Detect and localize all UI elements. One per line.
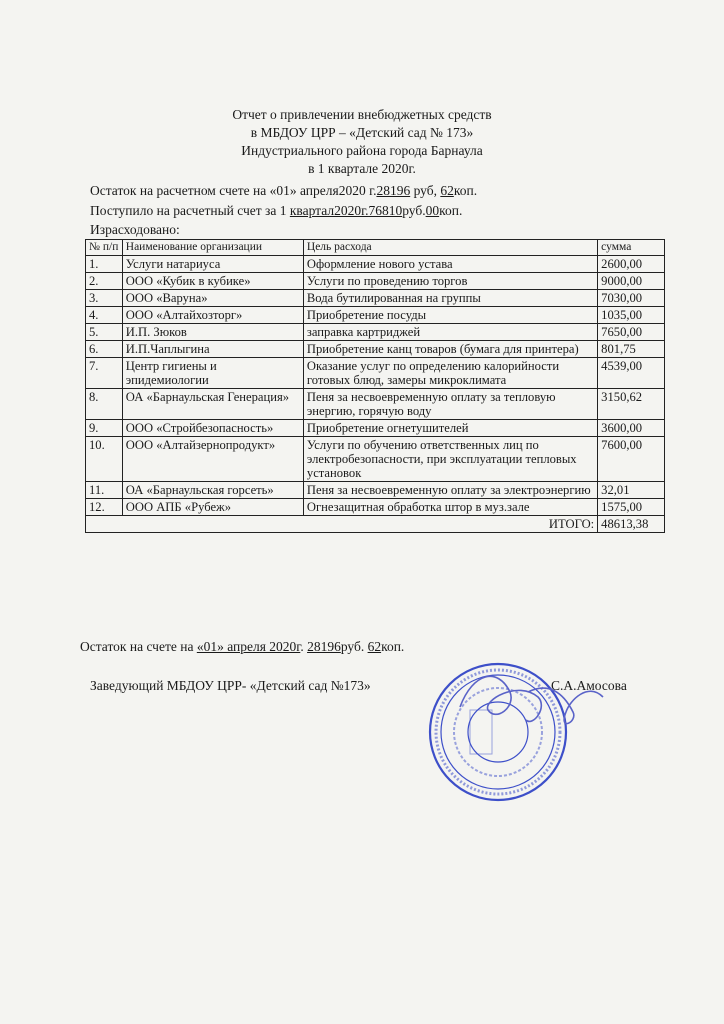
row-organization: ООО «Варуна» [122, 290, 303, 307]
title-line-2: в МБДОУ ЦРР – «Детский сад № 173» [250, 125, 474, 140]
total-label: ИТОГО: [86, 516, 598, 533]
row-organization: И.П. Зюков [122, 324, 303, 341]
row-sum: 2600,00 [598, 256, 665, 273]
row-sum: 7650,00 [598, 324, 665, 341]
expenses-table [85, 239, 665, 533]
row-organization: ОА «Барнаульская Генерация» [122, 389, 303, 420]
total-row [86, 516, 665, 533]
row-sum: 7600,00 [598, 437, 665, 482]
table-row [86, 290, 665, 307]
row-number: 3. [86, 290, 123, 307]
header-organization: Наименование организации [122, 240, 303, 256]
row-number: 11. [86, 482, 123, 499]
row-sum: 4539,00 [598, 358, 665, 389]
row-number: 9. [86, 420, 123, 437]
row-sum: 801,75 [598, 341, 665, 358]
row-sum: 3150,62 [598, 389, 665, 420]
row-purpose: заправка картриджей [303, 324, 597, 341]
row-organization: ОА «Барнаульская горсеть» [122, 482, 303, 499]
row-number: 12. [86, 499, 123, 516]
table-row [86, 482, 665, 499]
row-number: 1. [86, 256, 123, 273]
signature-name: С.А.Амосова [551, 678, 627, 693]
income-rub: 76810 [368, 203, 403, 218]
title-line-3: Индустриального района города Барнаула [241, 143, 483, 158]
income-line: Поступило на расчетный счет за 1 квартал2020г.76810руб.00коп. [90, 203, 463, 218]
row-purpose: Огнезащитная обработка штор в муз.зале [303, 499, 597, 516]
row-organization: ООО «Стройбезопасность» [122, 420, 303, 437]
signature-position: Заведующий МБДОУ ЦРР- «Детский сад №173» [90, 678, 371, 693]
row-sum: 1575,00 [598, 499, 665, 516]
row-purpose: Пеня за несвоевременную оплату за электроэнергию [303, 482, 597, 499]
row-purpose: Услуги по обучению ответственных лиц по электробезопасности, при эксплуатации тепловых установок [303, 437, 597, 482]
header-number: № п/п [86, 240, 123, 256]
table-row [86, 358, 665, 389]
table-row [86, 341, 665, 358]
row-number: 2. [86, 273, 123, 290]
row-number: 7. [86, 358, 123, 389]
table-row [86, 324, 665, 341]
balance-start-kop: 62 [440, 183, 454, 198]
title-line-1: Отчет о привлечении внебюджетных средств [232, 107, 492, 122]
row-number: 6. [86, 341, 123, 358]
table-row [86, 437, 665, 482]
balance-end-date: «01» апреля 2020г [196, 639, 301, 654]
row-purpose: Приобретение огнетушителей [303, 420, 597, 437]
balance-end-rub: 28196 [307, 639, 341, 654]
row-organization: ООО «Кубик в кубике» [122, 273, 303, 290]
row-number: 5. [86, 324, 123, 341]
row-organization: ООО АПБ «Рубеж» [122, 499, 303, 516]
row-purpose: Оформление нового устава [303, 256, 597, 273]
row-number: 4. [86, 307, 123, 324]
row-number: 8. [86, 389, 123, 420]
spent-label: Израсходовано: [90, 222, 180, 237]
header-purpose: Цель расхода [303, 240, 597, 256]
row-organization: Центр гигиены и эпидемиологии [122, 358, 303, 389]
balance-start-line: Остаток на расчетном счете на «01» апреля2020 г.28196 руб, 62коп. [90, 183, 478, 198]
row-organization: И.П.Чаплыгина [122, 341, 303, 358]
table-row [86, 273, 665, 290]
table-row [86, 389, 665, 420]
official-stamp-icon [398, 652, 724, 822]
total-value: 48613,38 [598, 516, 665, 533]
row-number: 10. [86, 437, 123, 482]
row-purpose: Оказание услуг по определению калорийности готовых блюд, замеры микроклимата [303, 358, 597, 389]
report-title [0, 106, 724, 178]
row-purpose: Приобретение канц товаров (бумага для принтера) [303, 341, 597, 358]
row-purpose: Приобретение посуды [303, 307, 597, 324]
row-sum: 1035,00 [598, 307, 665, 324]
title-line-4: в 1 квартале 2020г. [308, 161, 416, 176]
row-purpose: Услуги по проведению торгов [303, 273, 597, 290]
table-row [86, 256, 665, 273]
income-kop: 00 [425, 203, 440, 218]
row-purpose: Пеня за несвоевременную оплату за тепловую энергию, горячую воду [303, 389, 597, 420]
row-sum: 3600,00 [598, 420, 665, 437]
table-row [86, 420, 665, 437]
table-header-row [86, 240, 665, 256]
header-sum: сумма [598, 240, 665, 256]
row-sum: 7030,00 [598, 290, 665, 307]
table-row [86, 307, 665, 324]
row-organization: ООО «Алтайхозторг» [122, 307, 303, 324]
balance-start-rub: 28196 [376, 183, 411, 198]
row-sum: 9000,00 [598, 273, 665, 290]
income-period: квартал2020г. [289, 203, 369, 218]
row-organization: ООО «Алтайзернопродукт» [122, 437, 303, 482]
row-sum: 32,01 [598, 482, 665, 499]
balance-end-kop: 62 [367, 639, 382, 654]
row-organization: Услуги натариуса [122, 256, 303, 273]
table-row [86, 499, 665, 516]
balance-end-line: Остаток на счете на «01» апреля 2020г. 28196руб. 62коп. [80, 639, 405, 654]
row-purpose: Вода бутилированная на группы [303, 290, 597, 307]
